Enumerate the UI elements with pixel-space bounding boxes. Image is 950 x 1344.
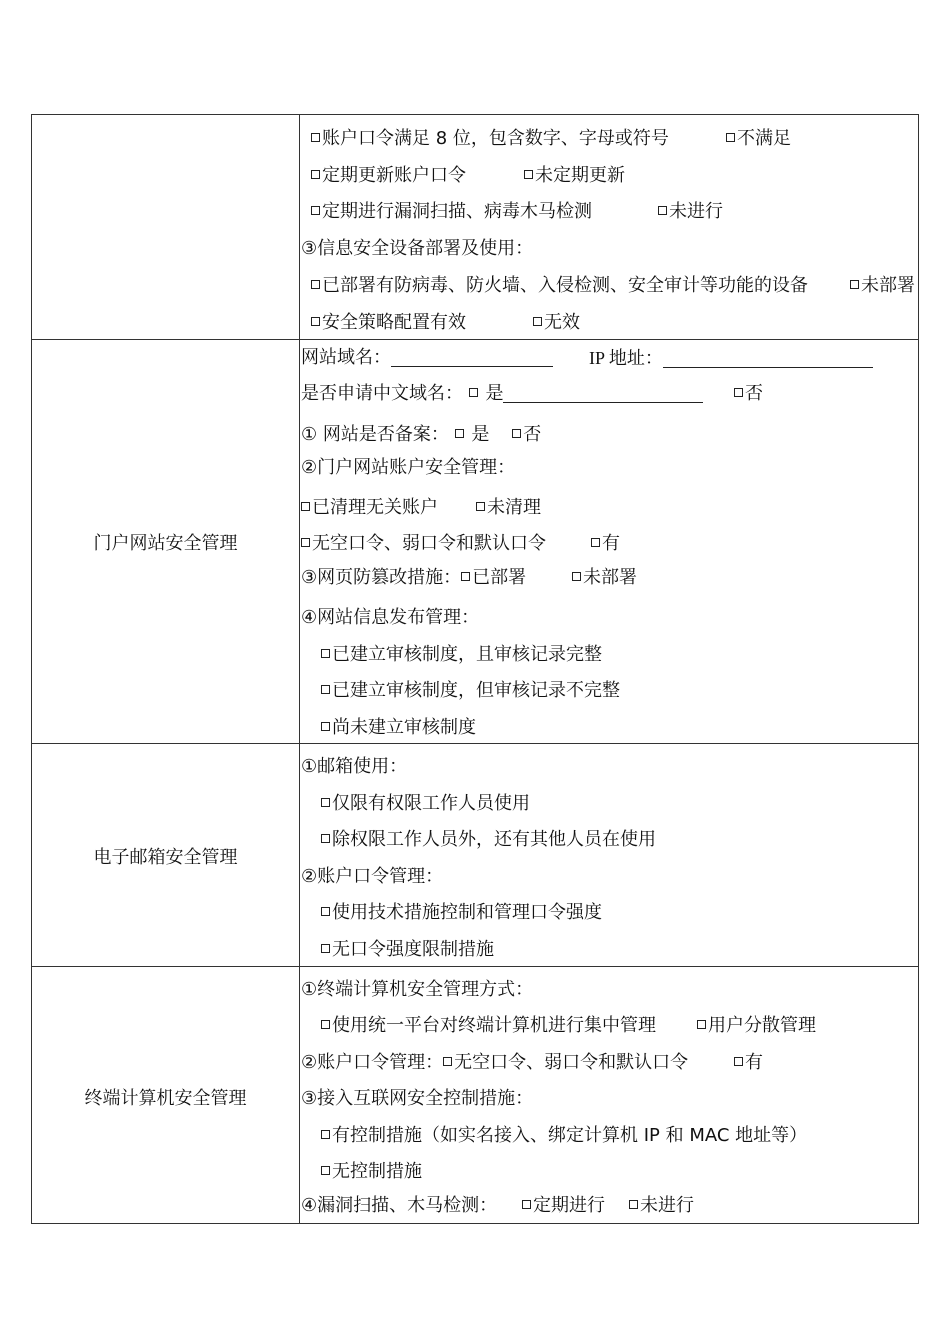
option-row: 使用技术措施控制和管理口令强度: [321, 901, 602, 925]
option-row: 账户口令满足 8 位，包含数字、字母或符号: [311, 127, 669, 151]
checkbox-icon[interactable]: [321, 649, 330, 658]
checkbox-icon[interactable]: [524, 170, 533, 179]
item-heading: ②账户口令管理：: [301, 866, 444, 887]
option-row: 已建立审核制度，且审核记录完整: [321, 643, 602, 667]
checkbox-icon[interactable]: [301, 538, 310, 547]
option-row: 未进行: [629, 1194, 694, 1218]
cn-domain-row: 是否申请中文域名： 是: [301, 382, 703, 406]
item-heading: ④网站信息发布管理：: [301, 607, 480, 628]
row-label-terminal: 终端计算机安全管理: [84, 1088, 247, 1109]
cn-domain-field[interactable]: [503, 384, 703, 403]
option-row: 有控制措施（如实名接入、绑定计算机 IP 和 MAC 地址等）: [321, 1124, 807, 1148]
checkbox-icon[interactable]: [311, 280, 320, 289]
checkbox-icon[interactable]: [591, 538, 600, 547]
column-divider: [299, 115, 300, 1223]
checkbox-icon[interactable]: [321, 907, 330, 916]
row-divider: [32, 966, 918, 967]
domain-field[interactable]: [391, 348, 553, 367]
option-row: 无口令强度限制措施: [321, 938, 494, 962]
option-row: 有: [591, 532, 620, 556]
option-row: 除权限工作人员外，还有其他人员在使用: [321, 828, 656, 852]
checkbox-icon[interactable]: [658, 206, 667, 215]
checkbox-icon[interactable]: [311, 170, 320, 179]
checkbox-icon[interactable]: [321, 1020, 330, 1029]
item-heading: ①终端计算机安全管理方式：: [301, 979, 534, 1000]
item-heading: ③信息安全设备部署及使用：: [301, 238, 534, 259]
row-label-portal: 门户网站安全管理: [93, 533, 238, 554]
filing-row: ① 网站是否备案： 是 否: [301, 424, 542, 445]
item-heading: ①邮箱使用：: [301, 756, 408, 777]
checkbox-icon[interactable]: [697, 1020, 706, 1029]
checkbox-icon[interactable]: [850, 280, 859, 289]
option-row: 用户分散管理: [697, 1014, 816, 1038]
checkbox-icon[interactable]: [572, 572, 581, 581]
checkbox-icon[interactable]: [443, 1057, 452, 1066]
checkbox-icon[interactable]: [726, 133, 735, 142]
option-row: 未部署: [850, 274, 915, 298]
checkbox-icon[interactable]: [321, 798, 330, 807]
row-divider: [32, 743, 918, 744]
checkbox-icon[interactable]: [455, 429, 464, 438]
option-row: 未清理: [476, 496, 541, 520]
domain-row: 网站域名：: [301, 346, 553, 370]
option-row: 使用统一平台对终端计算机进行集中管理: [321, 1014, 656, 1038]
option-row: 未部署: [572, 566, 637, 590]
checkbox-icon[interactable]: [311, 206, 320, 215]
checkbox-icon[interactable]: [461, 572, 470, 581]
checkbox-icon[interactable]: [321, 944, 330, 953]
checkbox-icon[interactable]: [321, 1130, 330, 1139]
option-row: 无空口令、弱口令和默认口令: [301, 532, 546, 556]
option-row: 无效: [533, 311, 580, 335]
checkbox-icon[interactable]: [301, 502, 310, 511]
option-row: 未进行: [658, 200, 723, 224]
pwd-row: ②账户口令管理： 无空口令、弱口令和默认口令: [301, 1052, 689, 1073]
row-label-email: 电子邮箱安全管理: [93, 847, 238, 868]
option-row: 已建立审核制度，但审核记录不完整: [321, 679, 620, 703]
option-row: 无控制措施: [321, 1160, 422, 1184]
option-row: 已部署有防病毒、防火墙、入侵检测、安全审计等功能的设备: [311, 274, 808, 298]
option-row: 否: [734, 382, 763, 406]
checkbox-icon[interactable]: [512, 429, 521, 438]
checkbox-icon[interactable]: [469, 388, 478, 397]
checkbox-icon[interactable]: [734, 1057, 743, 1066]
checkbox-icon[interactable]: [522, 1200, 531, 1209]
tamper-row: ③网页防篡改措施： 已部署: [301, 567, 527, 588]
checkbox-icon[interactable]: [533, 317, 542, 326]
checkbox-icon[interactable]: [476, 502, 485, 511]
checkbox-icon[interactable]: [321, 1166, 330, 1175]
checkbox-icon[interactable]: [321, 834, 330, 843]
checkbox-icon[interactable]: [321, 722, 330, 731]
option-row: 定期进行: [522, 1194, 605, 1218]
option-row: 未定期更新: [524, 164, 625, 188]
security-table: [31, 114, 919, 1224]
item-heading: ③接入互联网安全控制措施：: [301, 1088, 534, 1109]
option-row: 已清理无关账户: [301, 496, 438, 520]
scan-row: ④漏洞扫描、木马检测：: [301, 1195, 498, 1216]
checkbox-icon[interactable]: [311, 317, 320, 326]
option-row: 仅限有权限工作人员使用: [321, 792, 530, 816]
option-row: 定期更新账户口令: [311, 164, 466, 188]
row-divider: [32, 339, 918, 340]
item-heading: ②门户网站账户安全管理：: [301, 457, 516, 478]
option-row: 尚未建立审核制度: [321, 716, 476, 740]
option-row: 不满足: [726, 127, 791, 151]
ip-row: IP 地址：: [589, 346, 873, 371]
checkbox-icon[interactable]: [321, 685, 330, 694]
ip-field[interactable]: [663, 349, 873, 368]
option-row: 定期进行漏洞扫描、病毒木马检测: [311, 200, 592, 224]
checkbox-icon[interactable]: [629, 1200, 638, 1209]
option-row: 有: [734, 1051, 763, 1075]
checkbox-icon[interactable]: [311, 133, 320, 142]
option-row: 安全策略配置有效: [311, 311, 466, 335]
checkbox-icon[interactable]: [734, 388, 743, 397]
